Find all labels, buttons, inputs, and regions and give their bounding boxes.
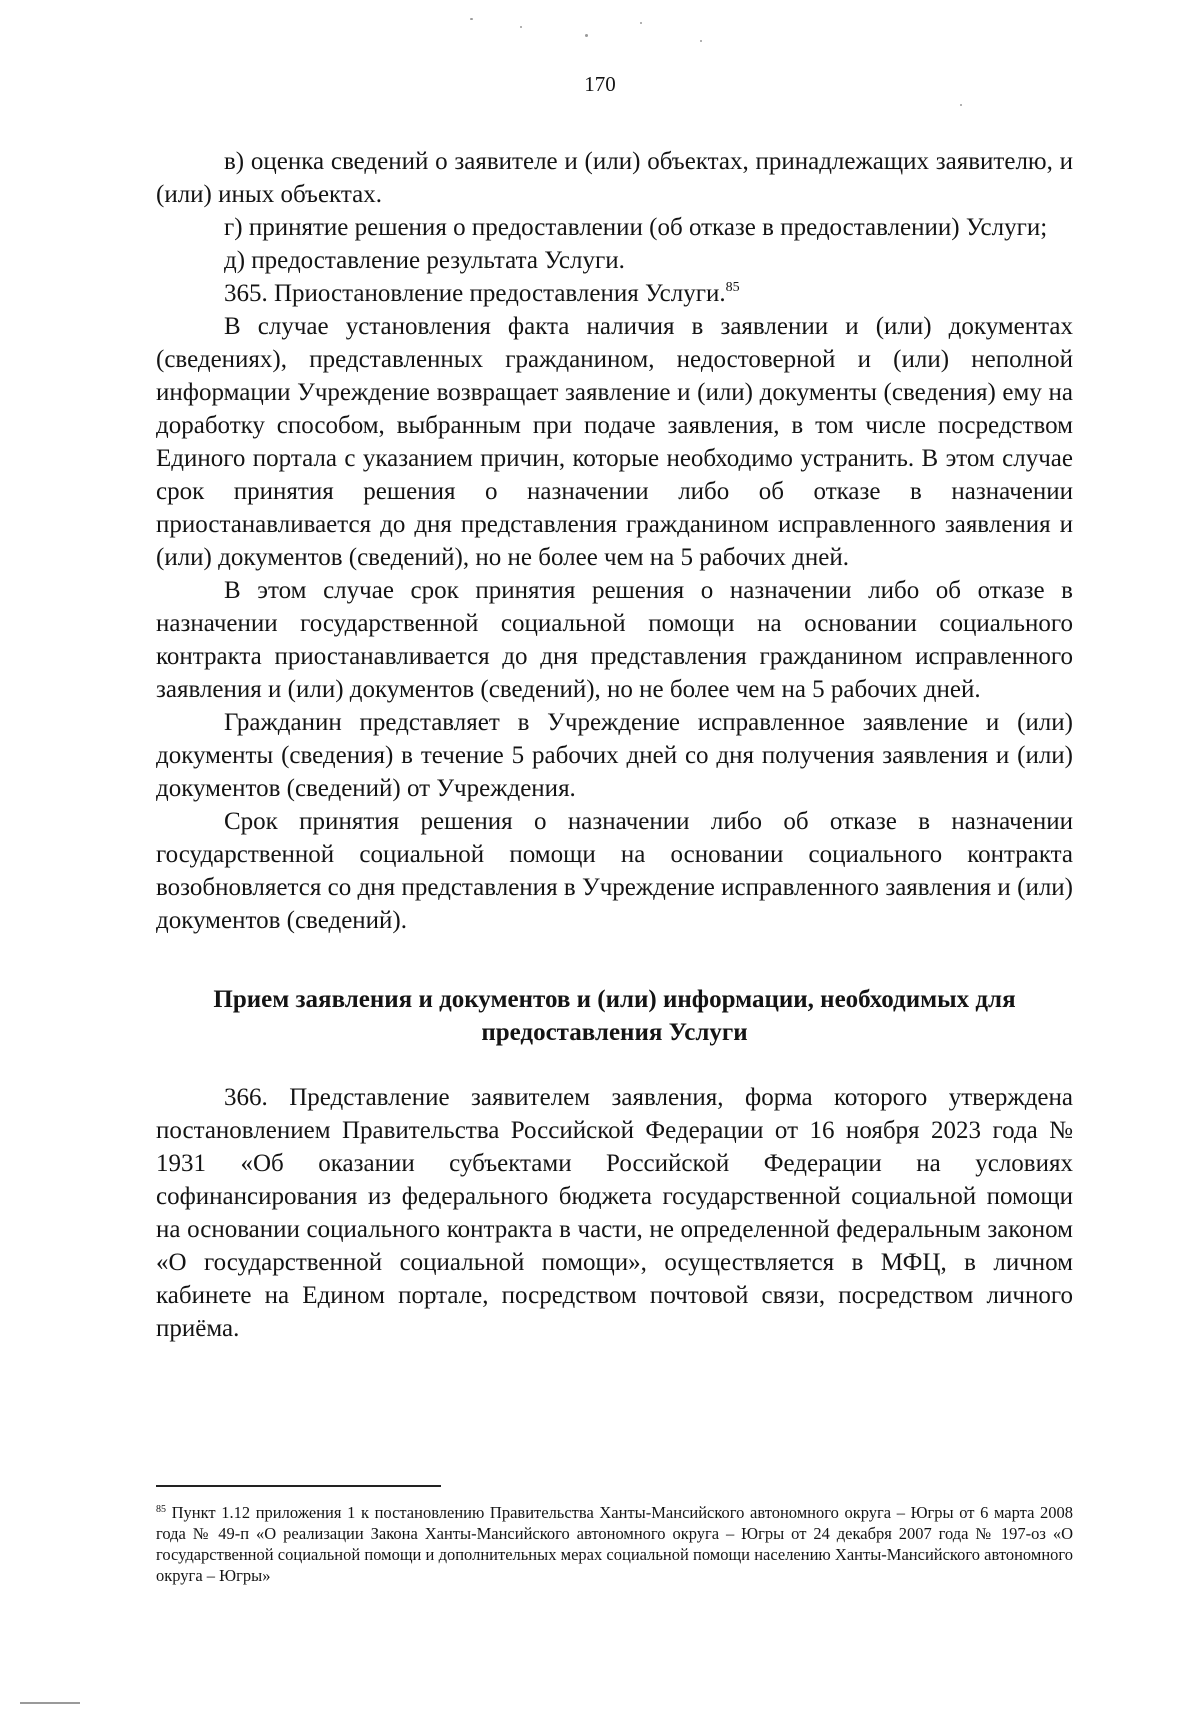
scan-speck xyxy=(20,1702,80,1704)
paragraph-item-d: д) предоставление результата Услуги. xyxy=(224,247,625,274)
scan-speck xyxy=(960,104,962,106)
footnote-marker: 85 xyxy=(156,1504,166,1515)
footnote-reference[interactable]: 85 xyxy=(725,280,740,295)
section-365-title xyxy=(156,277,1073,310)
section-heading: Прием заявления и документов и (или) информации, необходимых для предоставления Услуги xyxy=(213,986,1016,1046)
paragraph-366: 366. Представление заявителем заявления, форма которого утверждена постановлением Правительства Российской Федерации от 16 ноября 2023 года № 1931 «Об оказании субъектами Российской Федерации на условиях софинансирования из федерального бюджета государственной социальной помощи на основании социального контракта в части, не определенной федеральным законом «О государственной социальной помощи», осуществляется в МФЦ, в личном кабинете на Едином портале, посредством почтовой связи, посредством личного приёма. xyxy=(156,1084,1073,1342)
section-365-text: 365. Приостановление предоставления Услуги. xyxy=(224,280,726,307)
paragraph-item-g: г) принятие решения о предоставлении (об отказе в предоставлении) Услуги; xyxy=(224,214,1048,241)
document-body xyxy=(156,145,1073,1345)
scan-speck xyxy=(520,26,522,28)
scan-speck xyxy=(585,34,588,37)
footnote-text: Пункт 1.12 приложения 1 к постановлению Правительства Ханты-Мансийского автономного округа – Югры от 6 марта 2008 года № 49-п «О реализации Закона Ханты-Мансийского автономного округа – Югры от 24 декабря 2007 года № 197-оз «О государственной социальной помощи и дополнительных мерах социальной помощи населению Ханты-Мансийского автономного округа – Югры» xyxy=(156,1503,1074,1585)
paragraph-resubmission: Гражданин представляет в Учреждение исправленное заявление и (или) документы (сведения) в течение 5 рабочих дней со дня получения заявления и (или) документов (сведений) от Учреждения. xyxy=(156,709,1073,802)
footnote xyxy=(156,1502,1073,1586)
footnote-divider xyxy=(156,1485,441,1487)
paragraph-item-v: в) оценка сведений о заявителе и (или) объектах, принадлежащих заявителю, и (или) иных объектах. xyxy=(156,148,1073,208)
paragraph-suspension-term: В этом случае срок принятия решения о назначении либо об отказе в назначении государственной социальной помощи на основании социального контракта приостанавливается до дня представления гражданином исправленного заявления и (или) документов (сведений), но не более чем на 5 рабочих дней. xyxy=(156,577,1073,703)
paragraph-return-documents: В случае установления факта наличия в заявлении и (или) документах (сведениях), представленных гражданином, недостоверной и (или) неполной информации Учреждение возвращает заявление и (или) документы (сведения) ему на доработку способом, выбранным при подаче заявления, в том числе посредством Единого портала с указанием причин, которые необходимо устранить. В этом случае срок принятия решения о назначении либо об отказе в назначении приостанавливается до дня представления гражданином исправленного заявления и (или) документов (сведений), но не более чем на 5 рабочих дней. xyxy=(156,313,1073,571)
scan-speck xyxy=(700,40,702,42)
paragraph-resumption: Срок принятия решения о назначении либо об отказе в назначении государственной социальной помощи на основании социального контракта возобновляется со дня представления в Учреждение исправленного заявления и (или) документов (сведений). xyxy=(156,808,1073,934)
scan-speck xyxy=(640,22,642,24)
scan-speck xyxy=(470,18,473,20)
page-number: 170 xyxy=(584,72,616,96)
